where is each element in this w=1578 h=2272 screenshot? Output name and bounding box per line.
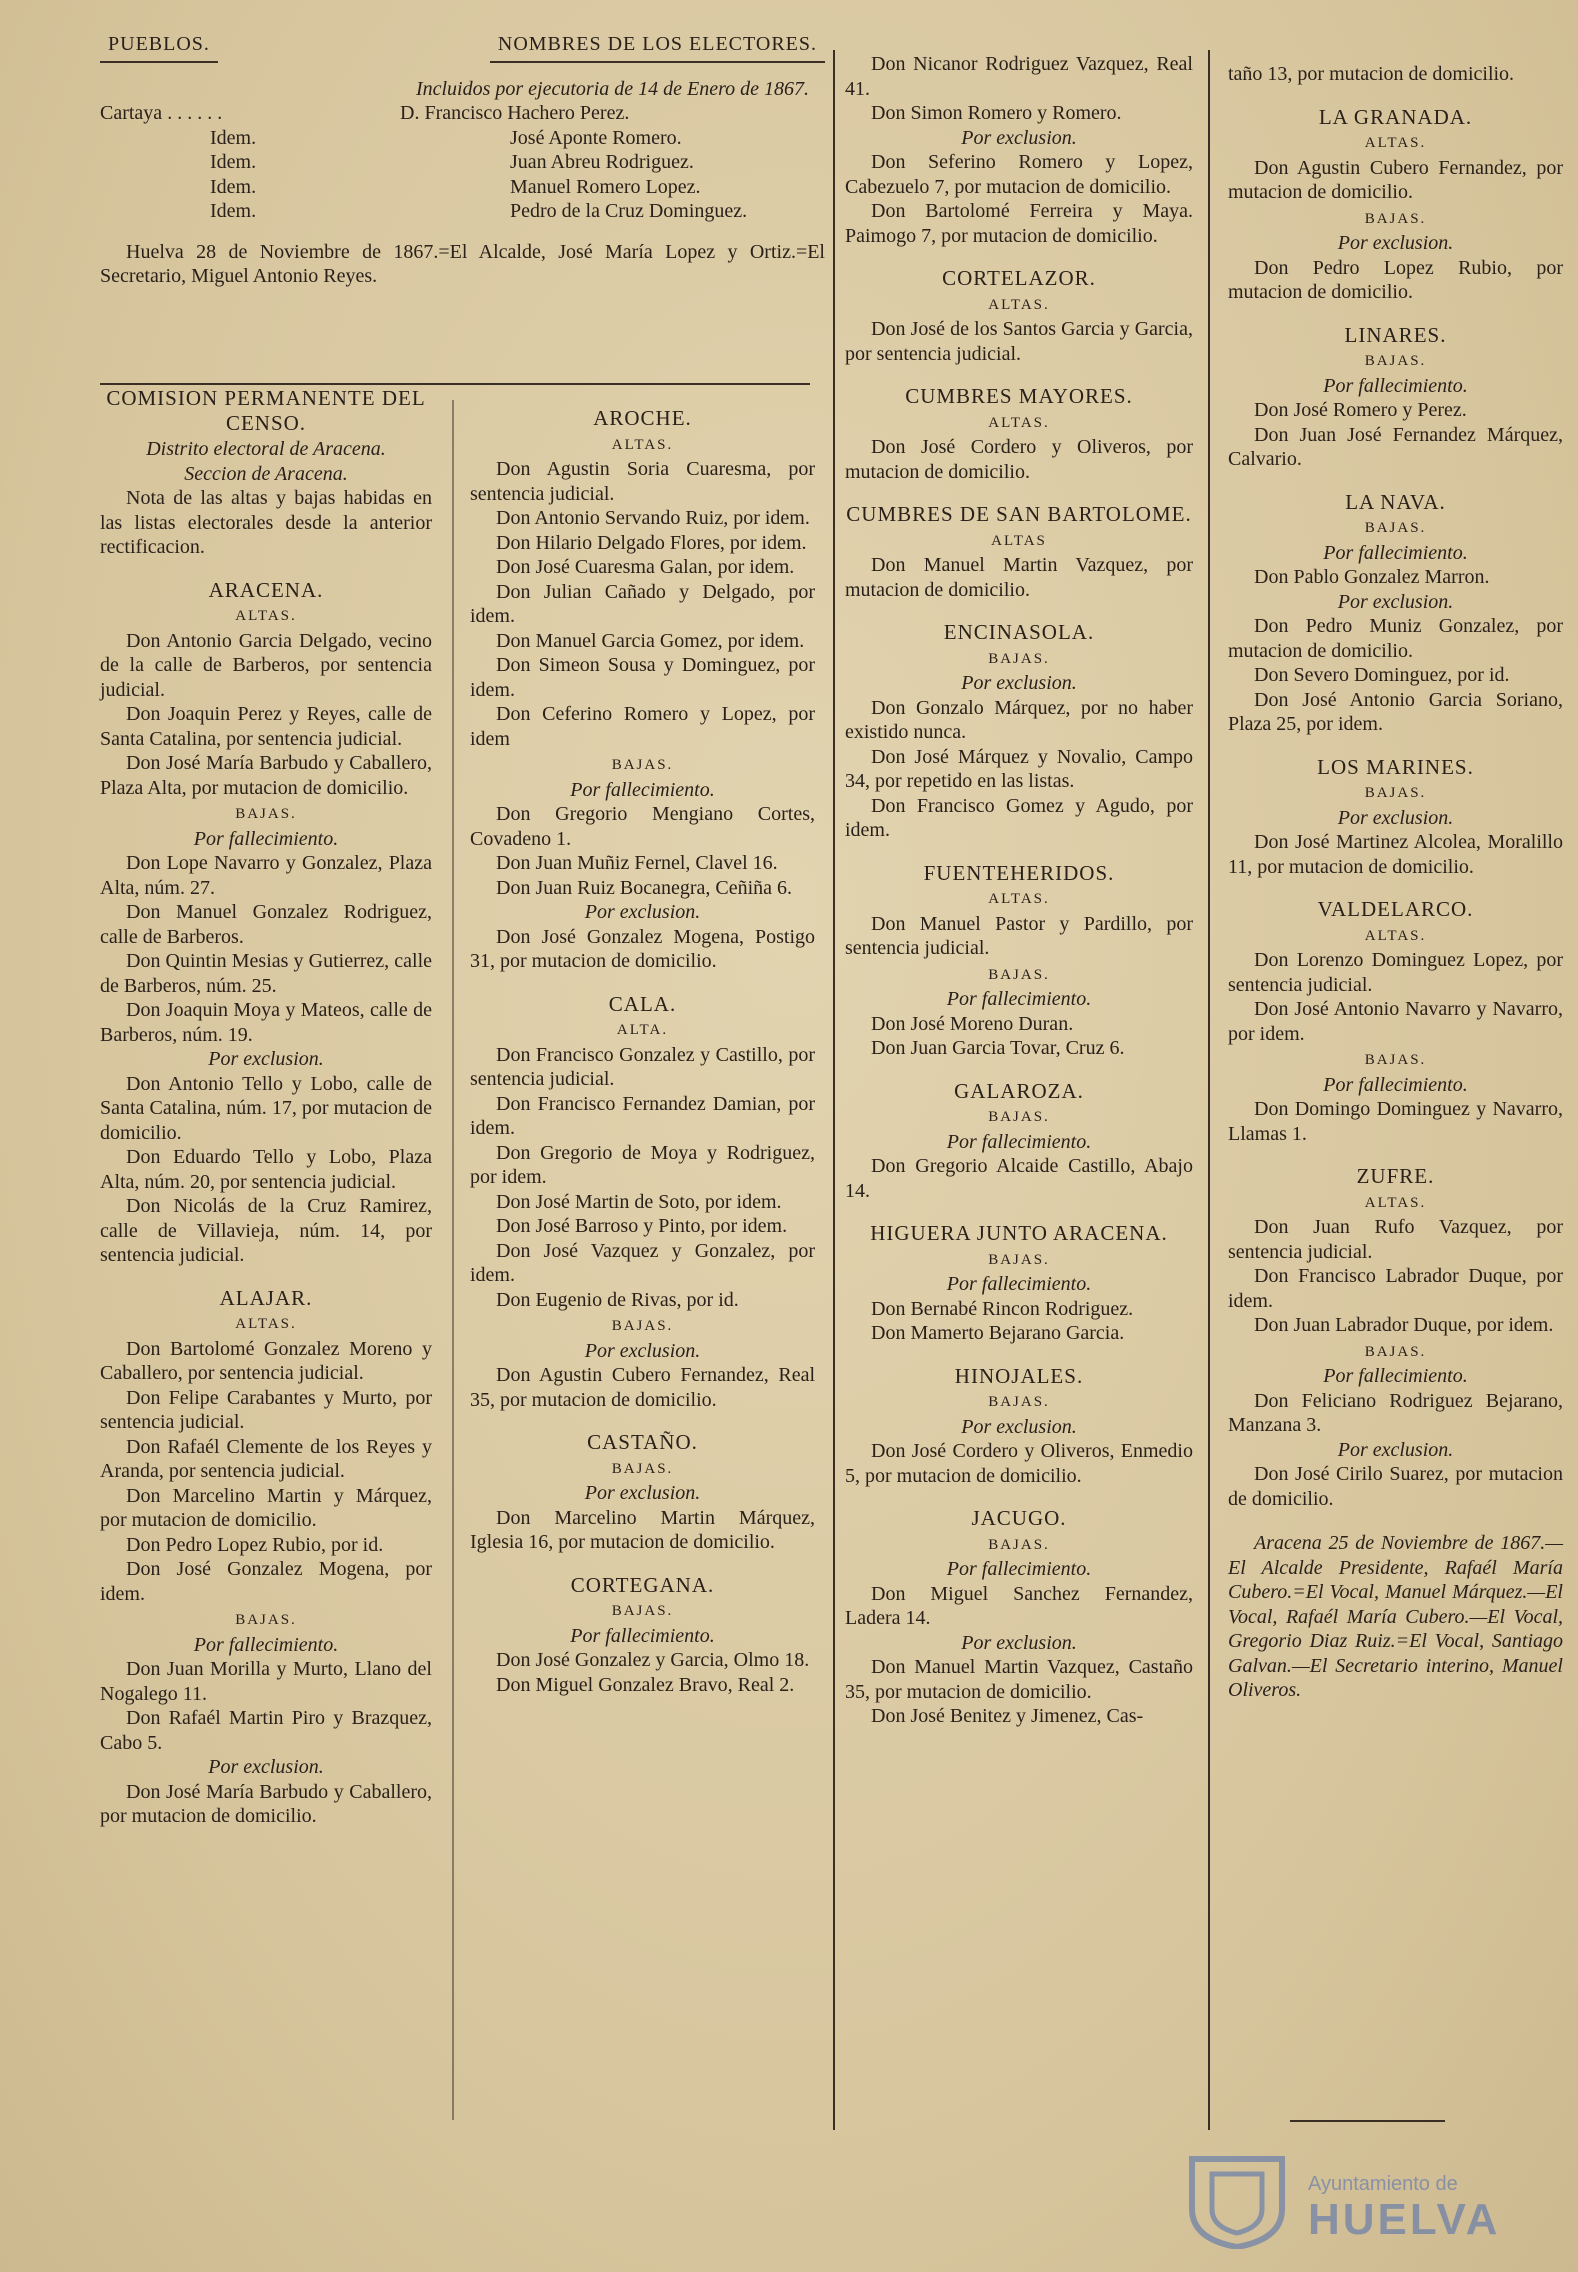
elector-entry: Don Lope Navarro y Gonzalez, Plaza Alta, núm. 27. [100,852,432,899]
elector-entry: Don Manuel Martin Vazquez, Castaño 35, por mutacion de domicilio. [845,1656,1193,1703]
list-subheading: ALTAS. [988,414,1050,431]
column-1 [100,380,432,1829]
spacer [100,560,432,572]
list-subheading: BAJAS. [611,1603,674,1619]
elector-entry: Don Antonio Garcia Delgado, vecino de la calle de Barberos, por sentencia judicial. [100,629,432,701]
elector-entry: Don Francisco Gonzalez y Castillo, por sentencia judicial. [470,1043,815,1090]
elector-town: Idem. [210,126,257,149]
reason-heading: Por fallecimiento. [193,827,339,850]
spacer [1228,737,1563,749]
huelva-watermark [1170,2145,1550,2255]
town-heading: HIGUERA JUNTO ARACENA. [870,1221,1168,1245]
reason-heading: Por exclusion. [961,1631,1077,1654]
elector-entry: Don José Cordero y Oliveros, Enmedio 5, por mutacion de domicilio. [845,1440,1193,1487]
elector-row [100,175,825,200]
elector-entry: Don Bartolomé Gonzalez Moreno y Caballero, por sentencia judicial. [100,1337,432,1384]
spacer [845,248,1193,260]
spacer [845,1346,1193,1358]
elector-entry: Don José Gonzalez Mogena, Postigo 31, por mutacion de domicilio. [470,925,815,972]
town-heading: HINOJALES. [954,1363,1084,1388]
list-subheading: BAJAS. [1364,785,1427,801]
elector-entry: taño 13, por mutacion de domicilio. [1228,63,1515,85]
spacer [470,1555,815,1567]
elector-entry: Don Juan Garcia Tovar, Cruz 6. [871,1037,1125,1059]
town-heading: CORTEGANA. [570,1572,715,1597]
elector-entry: Don Quintin Mesias y Gutierrez, calle de Barberos, núm. 25. [100,950,432,997]
elector-entry: Don Juan Labrador Duque, por idem. [1254,1314,1554,1336]
spacer [1228,87,1563,99]
end-rule [1290,2120,1445,2122]
reason-heading: Por exclusion. [584,1339,701,1362]
elector-entry: Don José Gonzalez Mogena, por idem. [100,1558,432,1605]
elector-town: Idem. [210,200,257,222]
reason-heading: Por fallecimiento. [1323,541,1468,564]
elector-town: Cartaya . . . . . . [100,102,223,124]
elector-entry: Don Bartolomé Ferreira y Maya. Paimogo 7, por mutacion de domicilio. [845,200,1193,247]
town-heading: GALAROZA. [954,1078,1084,1103]
elector-entry: Don Francisco Labrador Duque, por idem. [1228,1265,1563,1312]
town-heading: LA GRANADA. [1318,104,1473,129]
list-subheading: BAJAS. [1364,1052,1427,1068]
column-4 [1228,62,1563,1703]
elector-entry: Don José Cirilo Suarez, por mutacion de domicilio. [1228,1463,1563,1510]
elector-entry: Don Nicanor Rodriguez Vazquez, Real 41. [845,53,1193,100]
spacer [470,974,815,986]
town-heading: LINARES. [1344,322,1447,347]
spacer [845,602,1193,614]
column-rule-3 [833,50,835,2130]
elector-entry: Don Marcelino Martin y Márquez, por mutacion de domicilio. [100,1484,432,1531]
elector-entry: Don Agustin Cubero Fernandez, por mutacion de domicilio. [1228,156,1563,203]
reason-heading: Por fallecimiento. [946,1273,1092,1295]
list-subheading: BAJAS. [988,966,1050,983]
elector-entry: Don Gonzalo Márquez, por no haber existido nunca. [845,696,1193,743]
elector-entry: Don José Benitez y Jimenez, Cas- [871,1705,1144,1727]
elector-entry: Don Gregorio Mengiano Cortes, Covadeno 1. [470,803,815,850]
town-heading: CALA. [608,991,677,1016]
list-subheading: ALTAS. [1364,1194,1427,1211]
elector-town: Idem. [210,175,257,198]
reason-heading: Por exclusion. [208,1048,324,1070]
elector-entry: Don Manuel Gonzalez Rodriguez, calle de Barberos. [100,901,432,948]
elector-entry: Nota de las altas y bajas habidas en las listas electorales desde la anterior rectificacion. [100,487,432,558]
list-subheading: BAJAS. [988,1394,1050,1410]
elector-entry: Don Juan José Fernandez Márquez, Calvario. [1228,423,1563,470]
elector-entry: Don Pablo Gonzalez Marron. [1254,566,1490,588]
reason-heading: Por exclusion. [1337,232,1454,254]
spacer [1228,472,1563,484]
elector-town: Idem. [210,151,257,173]
elector-entry: Don José María Barbudo y Caballero, Plaza Alta, por mutacion de domicilio. [100,752,432,799]
elector-entry: Don Manuel Garcia Gomez, por idem. [496,629,805,652]
elector-entry: Don Domingo Dominguez y Navarro, Llamas 1. [1228,1098,1563,1145]
elector-entry: Don Lorenzo Dominguez Lopez, por sentencia judicial. [1228,949,1563,996]
town-heading: VALDELARCO. [1317,897,1474,921]
spacer [1228,879,1563,891]
elector-row [100,101,825,126]
elector-entry: Don Francisco Gomez y Agudo, por idem. [845,794,1193,841]
list-subheading: BAJAS. [1364,210,1427,227]
reason-heading: Por exclusion. [584,1482,701,1504]
electors-list-block [100,32,825,289]
elector-entry: Don José Gonzalez y Garcia, Olmo 18. [496,1649,810,1671]
list-column-headers [100,32,825,63]
town-heading: ZUFRE. [1356,1164,1435,1188]
elector-entry: Don José Cuaresma Galan, por idem. [496,556,795,578]
watermark-city: HUELVA [1308,2195,1501,2244]
watermark-name: Ayuntamiento de [1308,2173,1458,2195]
town-heading: ALAJAR. [219,1285,313,1310]
list-subheading: BAJAS. [988,1536,1050,1553]
elector-entry: Don Miguel Gonzalez Bravo, Real 2. [496,1673,795,1696]
spacer [845,1203,1193,1215]
elector-entry: Don José Márquez y Novalio, Campo 34, por repetido en las listas. [845,745,1193,792]
town-heading: ARACENA. [208,577,324,602]
reason-heading: Por exclusion. [1337,806,1454,829]
elector-entry: Don Marcelino Martin Márquez, Iglesia 16, por mutacion de domicilio. [470,1506,815,1553]
elector-entry: Don Juan Muñiz Fernel, Clavel 16. [496,852,778,874]
spacer [100,1268,432,1280]
reason-heading: Por exclusion. [584,901,701,923]
elector-entry: Don José Barroso y Pinto, por idem. [496,1215,788,1237]
column-3 [845,52,1193,1729]
elector-entry: Don Manuel Pastor y Pardillo, por sentencia judicial. [845,912,1193,959]
reason-heading: Por fallecimiento. [570,1624,715,1647]
list-subheading: BAJAS. [611,1460,674,1477]
elector-entry: Don Rafaél Martin Piro y Brazquez, Cabo 5. [100,1707,432,1754]
elector-row [100,126,825,151]
list-subheading: BAJAS. [1364,353,1427,369]
spacer [845,843,1193,855]
elector-entry: Don Nicolás de la Cruz Ramirez, calle de Villavieja, núm. 14, por sentencia judicial. [100,1195,432,1266]
list-subheading: BAJAS. [235,1612,297,1628]
elector-entry: Don Antonio Servando Ruiz, por idem. [496,507,810,529]
elector-entry: Don José Moreno Duran. [871,1012,1074,1035]
column-rule-2 [452,400,454,2120]
list-subheading: ALTAS. [611,436,674,453]
elector-name: D. Francisco Hachero Perez. [400,102,630,124]
elector-entry: Don Juan Morilla y Murto, Llano del Nogalego 11. [100,1658,432,1705]
list-subheading: ALTAS [991,532,1047,549]
reason-heading: Por exclusion. [961,1415,1077,1438]
elector-entry: Don Pedro Lopez Rubio, por id. [126,1533,384,1556]
list-subheading: ALTA. [616,1022,669,1038]
list-subheading: ALTAS. [988,296,1050,313]
reason-heading: Por fallecimiento. [193,1633,339,1656]
elector-entry: Don José Cordero y Oliveros, por mutacion de domicilio. [845,436,1193,483]
elector-entry: Don Seferino Romero y Lopez, Cabezuelo 7, por mutacion de domicilio. [845,151,1193,198]
elector-entry: Don Agustin Cubero Fernandez, Real 35, por mutacion de domicilio. [470,1364,815,1411]
town-heading: CORTELAZOR. [942,266,1096,290]
elector-entry: Don Rafaél Clemente de los Reyes y Aranda, por sentencia judicial. [100,1435,432,1482]
elector-entry: Don Simeon Sousa y Dominguez, por idem. [470,654,815,701]
elector-entry: Don Simon Romero y Romero. [871,102,1122,124]
town-heading: CASTAÑO. [587,1430,698,1454]
town-heading: LOS MARINES. [1317,754,1474,779]
electors-column-header: NOMBRES DE LOS ELECTORES. [490,32,825,63]
list-subheading: BAJAS. [235,806,297,822]
town-heading: FUENTEHERIDOS. [923,860,1115,885]
elector-entry: Don José Romero y Perez. [1254,399,1467,421]
elector-entry: Don Julian Cañado y Delgado, por idem. [470,580,815,627]
elector-entry: Don José Antonio Garcia Soriano, Plaza 25, por idem. [1228,688,1563,735]
elector-entry: Don Mamerto Bejarano Garcia. [871,1322,1125,1344]
list-subheading: BAJAS. [611,1318,674,1334]
elector-entry: Don Joaquin Perez y Reyes, calle de Santa Catalina, por sentencia judicial. [100,703,432,750]
spacer [470,1412,815,1424]
elector-entry: Don Miguel Sanchez Fernandez, Ladera 14. [845,1582,1193,1629]
reason-heading: Por exclusion. [961,126,1077,149]
signature-block: Aracena 25 de Noviembre de 1867.—El Alcalde Presidente, Rafaél María Cubero.=El Vocal, Manuel Márquez.—El Vocal, Rafaél María Cubero.—El Vocal, Gregorio Diaz Ruiz.=El Vocal, Santiago Galvan.—El Secretario interino, Manuel Oliveros. [1228,1532,1563,1701]
reason-heading: Por fallecimiento. [1323,1073,1468,1096]
list-subheading: BAJAS. [988,1109,1050,1125]
reason-heading: Por fallecimiento. [570,778,715,801]
list-subheading: ALTAS. [1364,135,1427,151]
elector-row [100,150,825,175]
town-heading: JACUGO. [971,1506,1067,1530]
reason-heading: Distrito electoral de Aracena. [146,438,386,460]
elector-entry: Don Severo Dominguez, por id. [1254,664,1510,686]
elector-entry: Don Francisco Fernandez Damian, por idem. [470,1092,815,1139]
spacer [845,1061,1193,1073]
elector-entry: Don Feliciano Rodriguez Bejarano, Manzana 3. [1228,1389,1563,1436]
list-subheading: ALTAS. [988,891,1050,907]
elector-entry: Don José Antonio Navarro y Navarro, por idem. [1228,998,1563,1045]
town-heading: CUMBRES DE SAN BARTOLOME. [846,502,1192,526]
electors-rows [100,101,825,224]
column-2 [470,400,815,1697]
spacer [845,366,1193,378]
spacer [1228,1146,1563,1158]
elector-name: Juan Abreu Rodriguez. [510,151,694,173]
spacer [1228,305,1563,317]
reason-heading: Por fallecimiento. [946,1558,1092,1580]
elector-name: José Aponte Romero. [510,126,682,149]
included-heading: Incluidos por ejecutoria de 14 de Enero de 1867. [415,77,810,100]
reason-heading: Por fallecimiento. [1323,1365,1468,1387]
reason-heading: Por fallecimiento. [946,988,1092,1010]
elector-entry: Don Bernabé Rincon Rodriguez. [871,1297,1134,1320]
elector-name: Manuel Romero Lopez. [510,175,701,198]
elector-entry: Don José Martin de Soto, por idem. [496,1190,782,1213]
elector-entry: Don Pedro Lopez Rubio, por mutacion de domicilio. [1228,256,1563,303]
spacer [845,484,1193,496]
town-heading: CUMBRES MAYORES. [905,384,1133,408]
elector-entry: Don Felipe Carabantes y Murto, por sentencia judicial. [100,1386,432,1433]
elector-entry: Don Juan Rufo Vazquez, por sentencia judicial. [1228,1216,1563,1263]
column-rule-4 [1208,50,1210,2130]
list-subheading: BAJAS. [988,650,1050,667]
elector-entry: Don Eugenio de Rivas, por id. [496,1288,739,1311]
huelva-signature: Huelva 28 de Noviembre de 1867.=El Alcalde, José María Lopez y Ortiz.=El Secretario, Miguel Antonio Reyes. [100,240,825,287]
list-subheading: BAJAS. [1364,520,1427,536]
towns-column-header: PUEBLOS. [100,32,218,63]
elector-entry: Don Juan Ruiz Bocanegra, Ceñiña 6. [496,876,793,899]
list-subheading: BAJAS. [611,757,674,773]
reason-heading: Por exclusion. [961,672,1077,694]
elector-entry: Don José María Barbudo y Caballero, por mutacion de domicilio. [100,1780,432,1827]
elector-entry: Don Hilario Delgado Flores, por idem. [496,531,807,554]
town-heading: ENCINASOLA. [943,620,1095,644]
town-heading: LA NAVA. [1345,489,1446,514]
list-subheading: ALTAS. [1364,927,1427,944]
list-subheading: BAJAS. [988,1251,1050,1268]
elector-entry: Don Gregorio de Moya y Rodriguez, por idem. [470,1141,815,1188]
elector-entry: Don Eduardo Tello y Lobo, Plaza Alta, núm. 20, por sentencia judicial. [100,1146,432,1193]
elector-entry: Don Joaquin Moya y Mateos, calle de Barberos, núm. 19. [100,999,432,1046]
town-heading: COMISION PERMANENTE DEL CENSO. [106,386,426,435]
reason-heading: Por exclusion. [1337,1438,1454,1461]
elector-entry: Don Gregorio Alcaide Castillo, Abajo 14. [845,1155,1193,1202]
reason-heading: Por exclusion. [1337,590,1454,613]
elector-entry: Don Manuel Martin Vazquez, por mutacion de domicilio. [845,554,1193,601]
elector-entry: Don Pedro Muniz Gonzalez, por mutacion de domicilio. [1228,615,1563,662]
elector-entry: Don Ceferino Romero y Lopez, por idem [470,703,815,750]
list-subheading: ALTAS. [235,608,297,624]
reason-heading: Por fallecimiento. [1323,374,1468,397]
elector-entry: Don José de los Santos Garcia y Garcia, por sentencia judicial. [845,318,1193,365]
elector-entry: Don José Martinez Alcolea, Moralillo 11, por mutacion de domicilio. [1228,831,1563,878]
spacer [845,1488,1193,1500]
elector-entry: Don José Vazquez y Gonzalez, por idem. [470,1239,815,1286]
reason-heading: Seccion de Aracena. [184,462,348,485]
crest-icon [1182,2149,1292,2249]
list-subheading: ALTAS. [235,1316,297,1332]
elector-name: Pedro de la Cruz Dominguez. [510,200,748,222]
town-heading: AROCHE. [593,406,692,430]
reason-heading: Por fallecimiento. [946,1130,1092,1153]
spacer [1228,1511,1563,1531]
elector-entry: Don Agustin Soria Cuaresma, por sentencia judicial. [470,458,815,505]
elector-entry: Don Antonio Tello y Lobo, calle de Santa Catalina, núm. 17, por mutacion de domicilio. [100,1072,432,1144]
list-subheading: BAJAS. [1364,1343,1427,1360]
elector-row [100,199,825,224]
reason-heading: Por exclusion. [208,1756,324,1778]
